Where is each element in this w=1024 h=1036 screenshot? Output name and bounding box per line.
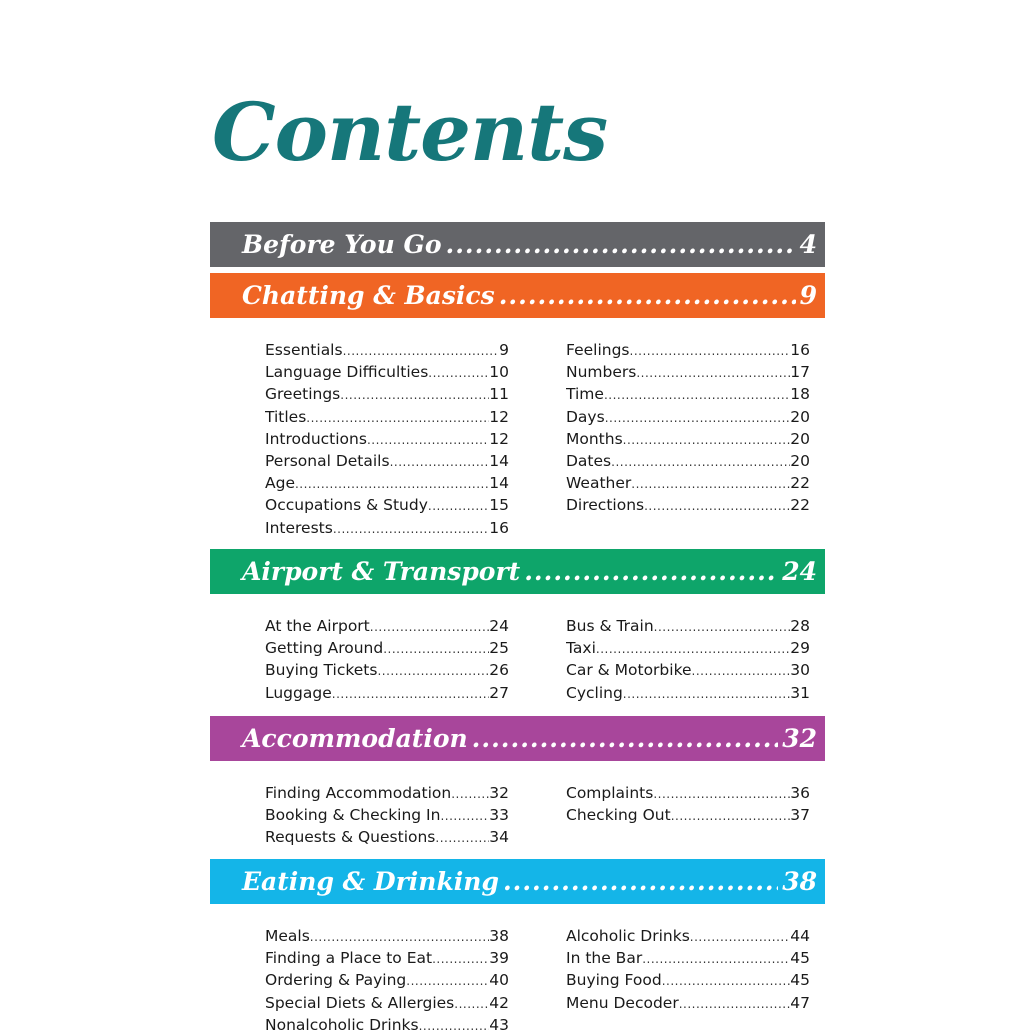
dot-leader (370, 616, 490, 637)
dot-leader (671, 805, 791, 826)
dot-leader (679, 993, 791, 1014)
toc-entry-label: Numbers (566, 363, 637, 382)
section-chatting-basics (210, 273, 825, 539)
toc-entry-page-number: 20 (790, 407, 810, 426)
section-page-number: 24 (782, 557, 817, 586)
toc-entry-page-number: 22 (790, 496, 810, 515)
dot-leader (524, 557, 778, 586)
dot-leader (310, 926, 489, 947)
section-eating-drinking (210, 859, 825, 1036)
toc-entry[interactable] (265, 406, 509, 428)
dot-leader (692, 660, 791, 681)
toc-entry-page-number: 26 (489, 661, 509, 680)
toc-entry-page-number: 27 (489, 683, 509, 702)
toc-entry-label: Dates (566, 451, 612, 470)
toc-entry-page-number: 16 (489, 518, 509, 537)
dot-leader (630, 340, 791, 361)
section-title: Eating & Drinking (242, 867, 499, 896)
dot-leader (690, 926, 790, 947)
entries-left-column (265, 782, 509, 849)
toc-entry-label: Checking Out (566, 806, 671, 825)
toc-entry-label: Bus & Train (566, 617, 654, 635)
toc-entry[interactable] (566, 406, 810, 428)
section-page-number: 9 (799, 281, 817, 310)
toc-entry-page-number: 12 (489, 429, 509, 448)
toc-entry-page-number: 22 (790, 474, 810, 493)
dot-leader (451, 783, 489, 804)
toc-entry-label: Introductions (265, 429, 367, 448)
toc-entry[interactable] (265, 361, 509, 383)
toc-entry-label: Weather (566, 474, 632, 493)
toc-entry[interactable] (566, 494, 810, 516)
toc-entry[interactable] (566, 947, 810, 969)
entries-left-column (265, 925, 509, 1036)
toc-entry[interactable] (566, 969, 810, 991)
toc-entry[interactable] (566, 925, 810, 947)
toc-entry-label: Occupations & Study (265, 496, 428, 515)
entries-left-column (265, 339, 509, 539)
toc-entry-page-number: 9 (499, 341, 509, 359)
dot-leader (432, 948, 489, 969)
toc-entry[interactable] (265, 517, 509, 539)
toc-entry-label: Language Difficulties (265, 363, 429, 382)
entries-right-column (566, 782, 810, 849)
toc-entry-label: In the Bar (566, 949, 643, 968)
toc-entry-label: Interests (265, 518, 333, 537)
toc-entry-label: Buying Tickets (265, 661, 378, 680)
toc-entry-page-number: 20 (790, 429, 810, 448)
toc-entry-page-number: 33 (489, 806, 509, 825)
toc-entry-page-number: 32 (489, 784, 509, 802)
toc-entry[interactable] (265, 782, 509, 804)
section-page-number: 38 (782, 867, 817, 896)
toc-entry[interactable] (566, 992, 810, 1014)
section-accommodation (210, 716, 825, 849)
toc-entry-label: Time (566, 385, 604, 404)
section-bar[interactable] (210, 716, 825, 761)
toc-entry-label: Essentials (265, 341, 343, 359)
toc-entry-label: Feelings (566, 341, 630, 359)
toc-entry-page-number: 24 (489, 617, 509, 635)
toc-entry[interactable] (566, 339, 810, 361)
toc-entry-label: Months (566, 429, 623, 448)
section-bar[interactable] (210, 222, 825, 267)
toc-entry[interactable] (265, 339, 509, 361)
toc-entry-label: Requests & Questions (265, 828, 436, 847)
dot-leader (377, 660, 489, 681)
toc-entry[interactable] (265, 494, 509, 516)
toc-entry-page-number: 10 (489, 363, 509, 382)
toc-entry-page-number: 12 (489, 407, 509, 426)
dot-leader (383, 638, 489, 659)
toc-entry[interactable] (265, 1014, 509, 1036)
toc-entry[interactable] (566, 450, 810, 472)
section-title: Airport & Transport (242, 557, 521, 586)
toc-entry[interactable] (265, 450, 509, 472)
toc-entry-label: Car & Motorbike (566, 661, 692, 680)
toc-entry-label: Cycling (566, 683, 623, 702)
toc-entry[interactable] (265, 682, 509, 704)
dot-leader (503, 867, 778, 896)
toc-entry-label: Greetings (265, 385, 341, 404)
toc-entry-label: Taxi (566, 639, 596, 658)
dot-leader (631, 473, 790, 494)
toc-entry-label: Menu Decoder (566, 993, 679, 1012)
toc-entry-label: Days (566, 407, 605, 426)
toc-entry-page-number: 39 (489, 949, 509, 968)
dot-leader (333, 518, 489, 539)
toc-entry-page-number: 44 (790, 927, 810, 945)
toc-entry[interactable] (265, 472, 509, 494)
toc-entry-page-number: 30 (790, 661, 810, 680)
toc-entry[interactable] (265, 826, 509, 848)
toc-entry-page-number: 34 (489, 828, 509, 847)
toc-entry[interactable] (566, 782, 810, 804)
dot-leader (642, 948, 790, 969)
section-bar[interactable] (210, 273, 825, 318)
section-bar[interactable] (210, 859, 825, 904)
toc-entry[interactable] (566, 659, 810, 681)
toc-entry[interactable] (566, 383, 810, 405)
dot-leader (454, 993, 489, 1014)
toc-entry-page-number: 14 (489, 474, 509, 493)
section-airport-transport (210, 549, 825, 704)
toc-entry-label: Personal Details (265, 451, 390, 470)
entries-right-column (566, 615, 810, 704)
toc-entry-page-number: 38 (489, 927, 509, 945)
toc-entry-label: Special Diets & Allergies (265, 993, 455, 1012)
dot-leader (428, 495, 489, 516)
toc-entry-page-number: 45 (790, 949, 810, 968)
toc-entry[interactable] (566, 804, 810, 826)
dot-leader (499, 281, 796, 310)
section-page-number: 32 (782, 724, 817, 753)
toc-entry-label: Nonalcoholic Drinks (265, 1015, 419, 1034)
dot-leader (623, 683, 790, 704)
toc-entry-page-number: 20 (790, 451, 810, 470)
dot-leader (340, 384, 489, 405)
toc-entry-label: Titles (265, 407, 307, 426)
toc-entry-label: Complaints (566, 784, 654, 802)
toc-entry-page-number: 47 (790, 993, 810, 1012)
toc-entry-page-number: 16 (790, 341, 810, 359)
toc-entry[interactable] (265, 925, 509, 947)
toc-entry-label: Ordering & Paying (265, 971, 407, 990)
toc-entry[interactable] (566, 615, 810, 637)
entries (210, 615, 825, 704)
toc-entry-page-number: 11 (489, 385, 509, 404)
entries-right-column (566, 925, 810, 1036)
toc-entry-page-number: 18 (790, 385, 810, 404)
toc-entry[interactable] (265, 428, 509, 450)
toc-entry[interactable] (265, 969, 509, 991)
toc-entry-label: Finding a Place to Eat (265, 949, 433, 968)
toc-entry-page-number: 42 (489, 993, 509, 1012)
toc-entry[interactable] (265, 637, 509, 659)
dot-leader (662, 970, 791, 991)
dot-leader (596, 638, 790, 659)
toc-entry[interactable] (265, 615, 509, 637)
toc-entry[interactable] (265, 659, 509, 681)
dot-leader (367, 429, 489, 450)
toc-entry-page-number: 40 (489, 971, 509, 990)
toc-entry[interactable] (265, 947, 509, 969)
dot-leader (332, 683, 490, 704)
section-bar[interactable] (210, 549, 825, 594)
entries (210, 782, 825, 849)
section-page-number: 4 (799, 230, 817, 259)
toc-entry-page-number: 37 (790, 806, 810, 825)
dot-leader (611, 451, 790, 472)
toc-entry[interactable] (265, 992, 509, 1014)
dot-leader (428, 362, 489, 383)
dot-leader (636, 362, 790, 383)
toc-entry[interactable] (566, 682, 810, 704)
toc-entry[interactable] (566, 428, 810, 450)
dot-leader (295, 473, 489, 494)
section-before-you-go (210, 222, 825, 267)
toc-entry-page-number: 15 (489, 496, 509, 515)
page-title: Contents (212, 85, 608, 179)
toc-entry-label: Getting Around (265, 639, 384, 658)
toc-entry-label: Luggage (265, 683, 332, 702)
toc-entry-label: Directions (566, 496, 645, 515)
toc-entry[interactable] (265, 383, 509, 405)
toc-entry-page-number: 45 (790, 971, 810, 990)
dot-leader (605, 407, 791, 428)
toc-entry[interactable] (566, 361, 810, 383)
toc-entry-page-number: 31 (790, 683, 810, 702)
toc-entry-page-number: 14 (489, 451, 509, 470)
dot-leader (419, 1015, 490, 1036)
section-title: Accommodation (242, 724, 468, 753)
toc-entry-label: Meals (265, 927, 310, 945)
toc-entry-page-number: 36 (790, 784, 810, 802)
entries-left-column (265, 615, 509, 704)
toc-entry-label: Age (265, 474, 295, 493)
toc-entry-page-number: 25 (489, 639, 509, 658)
entries (210, 339, 825, 539)
toc-entry-label: Booking & Checking In (265, 806, 441, 825)
dot-leader (406, 970, 489, 991)
section-title: Before You Go (242, 230, 442, 259)
dot-leader (440, 805, 489, 826)
dot-leader (604, 384, 790, 405)
dot-leader (654, 616, 791, 637)
toc-entry-label: At the Airport (265, 617, 370, 635)
toc-entry[interactable] (566, 472, 810, 494)
toc-entry-page-number: 43 (489, 1015, 509, 1034)
dot-leader (343, 340, 500, 361)
dot-leader (623, 429, 791, 450)
dot-leader (446, 230, 796, 259)
dot-leader (306, 407, 489, 428)
entries-right-column (566, 339, 810, 539)
dot-leader (653, 783, 790, 804)
entries (210, 925, 825, 1036)
toc-entry-label: Finding Accommodation (265, 784, 452, 802)
toc-entry-label: Alcoholic Drinks (566, 927, 690, 945)
section-title: Chatting & Basics (242, 281, 495, 310)
dot-leader (644, 495, 790, 516)
dot-leader (390, 451, 490, 472)
toc-entry-label: Buying Food (566, 971, 662, 990)
toc-entry-page-number: 28 (790, 617, 810, 635)
toc-entry-page-number: 29 (790, 639, 810, 658)
dot-leader (435, 827, 489, 848)
toc-entry-page-number: 17 (790, 363, 810, 382)
dot-leader (472, 724, 779, 753)
toc-entry[interactable] (566, 637, 810, 659)
toc-entry[interactable] (265, 804, 509, 826)
